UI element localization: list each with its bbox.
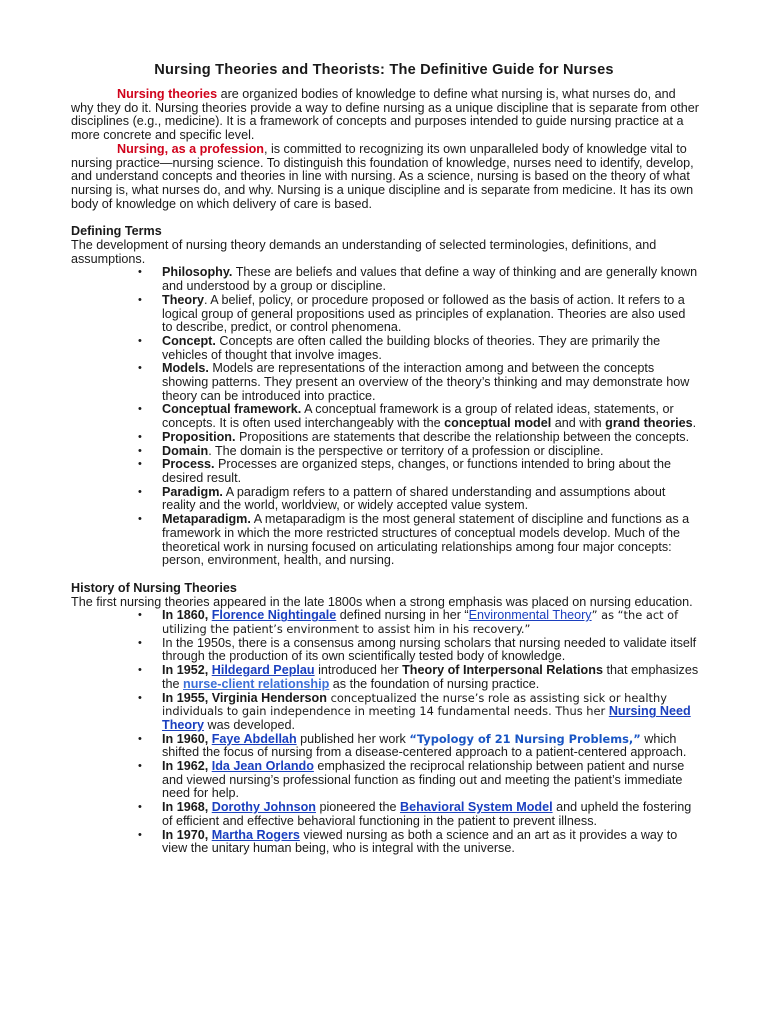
- list-item: • In 1962, Ida Jean Orlando emphasized the reciprocal relationship between patient and nurse and viewed nursing’s professional function as finding out and meeting the patient’s immediate need for help.: [138, 759, 685, 801]
- list-item: • Paradigm. A paradigm refers to a pattern of shared understanding and assumptions about reality and the world, worldview, or widely accepted value system.: [138, 484, 666, 513]
- bullet-icon: •: [138, 444, 142, 457]
- section-heading-defining-terms: Defining Terms: [71, 224, 162, 239]
- link-hildegard-peplau[interactable]: Hildegard Peplau: [211, 663, 315, 678]
- bullet-icon: •: [138, 485, 142, 498]
- list-item: • In the 1950s, there is a consensus among nursing scholars that nursing needed to validate itself through the production of its own scientifically tested body of knowledge.: [138, 635, 697, 664]
- list-item: • In 1860, Florence Nightingale defined nursing in her “Environmental Theory” as “the act of utilizing the patient’s environment to assist him in his recovery.”: [138, 608, 679, 637]
- link-ida-jean-orlando[interactable]: Ida Jean Orlando: [211, 759, 314, 774]
- section-heading-history: History of Nursing Theories: [71, 580, 237, 595]
- bullet-icon: •: [138, 403, 142, 416]
- bullet-icon: •: [138, 609, 142, 622]
- list-item: • In 1952, Hildegard Peplau introduced her Theory of Interpersonal Relations that emphasizes the nurse-client relationship as the foundation of nursing practice.: [138, 663, 699, 691]
- list-item: • In 1960, Faye Abdellah published her work “Typology of 21 Nursing Problems,” which shifted the focus of nursing from a disease-centered approach to a patient-centered approach.: [138, 731, 687, 760]
- list-item: • Models. Models are representations of the interaction among and between the concepts showing patterns. They present an overview of the theory’s thinking and may demonstrate how theory can be introduced into practice.: [138, 361, 690, 403]
- bullet-icon: •: [138, 828, 142, 841]
- bullet-icon: •: [138, 362, 142, 375]
- history-list: [71, 609, 699, 856]
- red-term: Nursing theories: [117, 87, 218, 101]
- bullet-icon: •: [138, 691, 142, 704]
- list-item: • Theory. A belief, policy, or procedure proposed or followed as the basis of action. It refers to a logical group of general propositions used as principles of explanation. Theories are also used to describe, predict, or control phenomena.: [138, 292, 686, 335]
- list-item: • In 1968, Dorothy Johnson pioneered the Behavioral System Model and upheld the fostering of efficient and effective behavioral functioning in the patient to prevent illness.: [138, 800, 692, 828]
- bullet-icon: •: [138, 293, 142, 306]
- link-faye-abdellah[interactable]: Faye Abdellah: [211, 731, 297, 746]
- intro-paragraph-1: Nursing theories are organized bodies of knowledge to define what nursing is, what nurses do, and why they do it. Nursing theories provide a way to define nursing as a unique discipline that is separate from other disciplines (e.g., medicine). It is a framework of concepts and purposes intended to guide nursing practice at a more concrete and specific level.: [71, 87, 699, 143]
- link-environmental-theory[interactable]: Environmental Theory: [468, 608, 592, 623]
- bullet-icon: •: [138, 458, 142, 471]
- intro-paragraph-2: Nursing, as a profession, is committed to recognizing its own unparalleled body of knowledge vital to nursing practice—nursing science. To distinguish this foundation of knowledge, nurses need to identify, develop, and understand concepts and theories in line with nursing. As a science, nursing is based on the theory of what nursing is, what nurses do, and why. Nursing is a unique discipline and is separate from medicine. It has its own body of knowledge on which delivery of care is based.: [71, 141, 694, 211]
- bullet-icon: •: [138, 636, 142, 649]
- page-title: Nursing Theories and Theorists: The Definitive Guide for Nurses: [154, 62, 614, 78]
- bullet-icon: •: [138, 513, 142, 526]
- link-florence-nightingale[interactable]: Florence Nightingale: [211, 608, 337, 623]
- bullet-icon: •: [138, 760, 142, 773]
- list-item: • In 1955, Virginia Henderson conceptualized the nurse’s role as assisting sick or healthy individuals to gain independence in meeting 14 fundamental needs. Thus her Nursing Need Theory was developed.: [138, 690, 691, 732]
- bullet-icon: •: [138, 801, 142, 814]
- link-nursing-need-theory[interactable]: Nursing Need Theory: [162, 704, 691, 732]
- list-item: • Domain. The domain is the perspective or territory of a profession or discipline.: [138, 443, 604, 458]
- bullet-icon: •: [138, 430, 142, 443]
- link-martha-rogers[interactable]: Martha Rogers: [211, 827, 300, 842]
- list-item: • In 1970, Martha Rogers viewed nursing as both a science and an art as it provides a way to view the unitary human being, who is integral with the universe.: [138, 827, 678, 856]
- red-term: Nursing, as a profession: [117, 141, 264, 156]
- link-behavioral-system-model[interactable]: Behavioral System Model: [400, 800, 553, 815]
- bullet-icon: •: [138, 334, 142, 347]
- link-nurse-client-relationship[interactable]: nurse-client relationship: [183, 676, 330, 691]
- list-item: • Process. Processes are organized steps, changes, or functions intended to bring about the desired result.: [138, 457, 671, 485]
- list-item: • Metaparadigm. A metaparadigm is the most general statement of discipline and functions as a framework in which the more restricted structures of conceptual models develop. Much of the theoretical work in nursing focused on articulating relationships among four major concepts: person, environment, health, and nursing.: [138, 512, 690, 568]
- list-item: • Concept. Concepts are often called the building blocks of theories. They are primarily the vehicles of thought that involve images.: [138, 333, 661, 362]
- history-intro: The first nursing theories appeared in the late 1800s when a strong emphasis was placed on nursing education.: [71, 594, 693, 609]
- list-item: • Conceptual framework. A conceptual framework is a group of related ideas, statements, or concepts. It is often used interchangeably with the conceptual model and with grand theories.: [138, 402, 697, 431]
- link-dorothy-johnson[interactable]: Dorothy Johnson: [211, 800, 316, 815]
- defining-list: [71, 266, 699, 567]
- document-body: [71, 88, 699, 856]
- bullet-icon: •: [138, 732, 142, 745]
- bullet-icon: •: [138, 664, 142, 677]
- list-item: • Proposition. Propositions are statements that describe the relationship between the concepts.: [138, 429, 690, 444]
- bullet-icon: •: [138, 266, 142, 279]
- list-item: • Philosophy. These are beliefs and values that define a way of thinking and are generally known and understood by a group or discipline.: [138, 265, 698, 294]
- defining-intro: The development of nursing theory demands an understanding of selected terminologies, definitions, and assumptions.: [71, 238, 657, 266]
